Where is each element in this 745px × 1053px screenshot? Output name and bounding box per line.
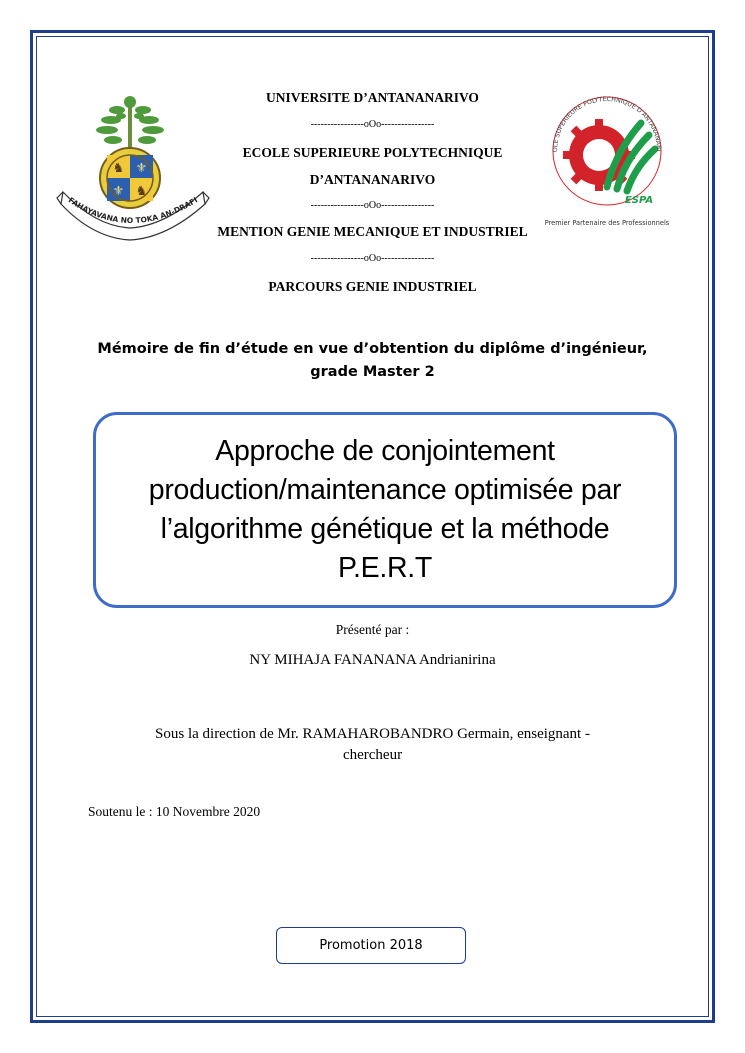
title-line4: P.E.R.T xyxy=(338,552,432,584)
thesis-title-box xyxy=(93,412,677,608)
espa-tagline: Premier Partenaire des Professionnels xyxy=(544,219,670,227)
defense-date: Soutenu le : 10 Novembre 2020 xyxy=(88,804,261,819)
svg-text:⚜: ⚜ xyxy=(112,184,125,199)
university-banner-text: FAHAYAVANA NO TOKA AN-DRAFI xyxy=(66,195,200,226)
title-line1: Approche de conjointement xyxy=(215,435,555,467)
promotion-label: Promotion 2018 xyxy=(319,938,423,953)
parcours-name: PARCOURS GENIE INDUSTRIEL xyxy=(268,279,477,294)
supervisor-line2: chercheur xyxy=(342,747,403,763)
svg-text:♞: ♞ xyxy=(112,161,125,176)
supervisor xyxy=(60,724,685,766)
memoire-line1: Mémoire de fin d’étude en vue d’obtention du diplôme d’ingénieur, xyxy=(97,341,648,357)
separator-3: ----------------oOo---------------- xyxy=(310,253,435,264)
svg-text:⚜: ⚜ xyxy=(135,161,148,176)
espa-ring-text: OLE SUPERIEURE POLYTECHNIQUE D’ANTANANARI xyxy=(551,95,663,153)
title-line2: production/maintenance optimisée par xyxy=(148,474,622,506)
title-line3: l’algorithme génétique et la méthode xyxy=(160,513,610,545)
school-name-line1: ECOLE SUPERIEURE POLYTECHNIQUE xyxy=(242,145,503,160)
university-logo xyxy=(55,88,210,246)
author-name: NY MIHAJA FANANANA Andrianirina xyxy=(249,652,496,668)
supervisor-line1: Sous la direction de Mr. RAMAHAROBANDRO Germain, enseignant - xyxy=(155,726,590,742)
thesis-title xyxy=(139,432,631,588)
memoire-line2: grade Master 2 xyxy=(310,364,435,380)
presented-by-label: Présenté par : xyxy=(335,622,410,637)
school-name-line2: D’ANTANANARIVO xyxy=(309,172,436,187)
separator-2: ----------------oOo---------------- xyxy=(310,200,435,211)
espa-logo xyxy=(537,93,677,231)
mention-name: MENTION GENIE MECANIQUE ET INDUSTRIEL xyxy=(217,224,528,239)
svg-text:♞: ♞ xyxy=(135,184,148,199)
memoire-statement xyxy=(60,338,685,384)
separator-1: ----------------oOo---------------- xyxy=(310,119,435,130)
university-name: UNIVERSITE D’ANTANANARIVO xyxy=(266,90,479,105)
espa-acronym: ESPA xyxy=(624,195,654,206)
promotion-box xyxy=(276,927,466,964)
